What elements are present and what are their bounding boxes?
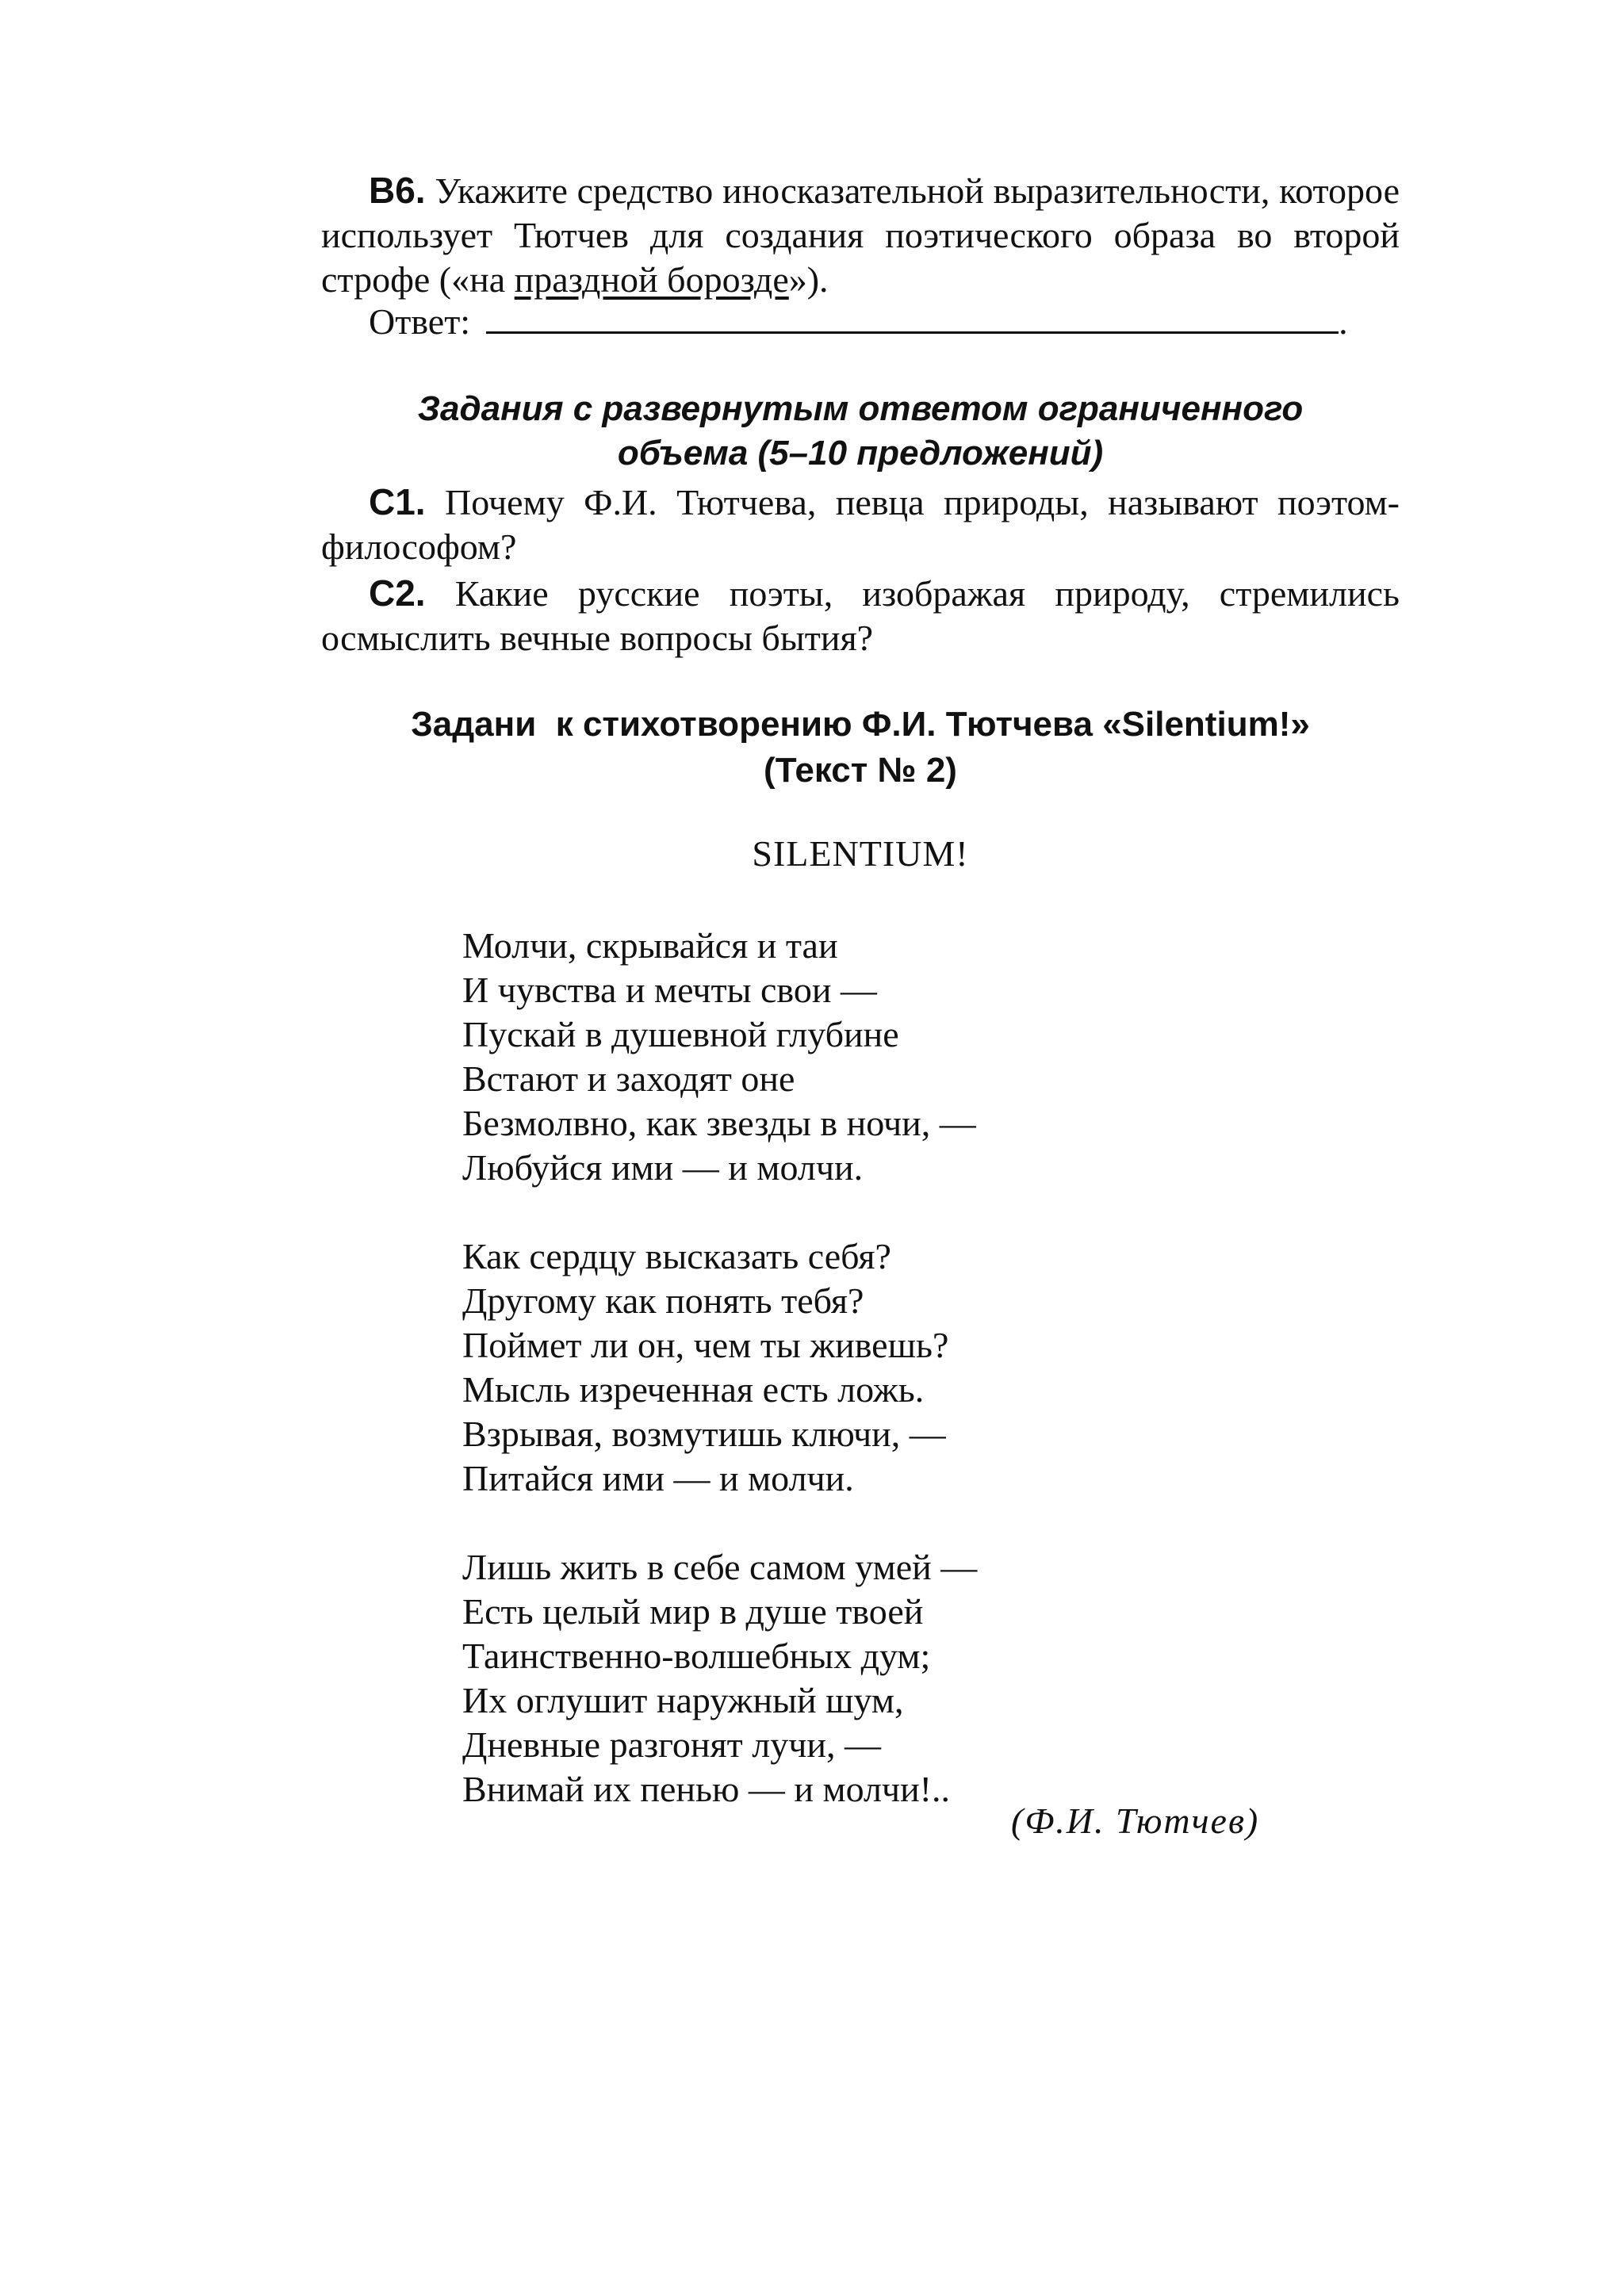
question-c2 [321, 571, 1400, 660]
question-c1 [321, 480, 1400, 569]
section-heading-extended-line2: объема (5–10 предложений) [617, 434, 1104, 473]
poem-line: Поймет ли он, чем ты живешь? [462, 1325, 949, 1365]
section-heading-extended-line1: Задания с развернутым ответом ограниченного [417, 389, 1304, 428]
poem-line: Внимай их пенью — и молчи!.. [462, 1769, 951, 1809]
poem-line: Мысль изреченная есть ложь. [462, 1369, 925, 1410]
poem-line: Молчи, скрывайся и таи [462, 925, 838, 966]
question-c1-text: Почему Ф.И. Тютчева, певца природы, называют поэтом-философом? [321, 482, 1400, 567]
question-c2-text: Какие русские поэты, изображая природу, стремились осмыслить вечные вопросы бытия? [321, 573, 1400, 658]
poem-stanza-1 [462, 924, 1335, 1190]
poem-body [462, 924, 1335, 1856]
poem-line: Дневные разгонят лучи, — [462, 1724, 881, 1765]
question-b6-label: В6. [369, 170, 426, 211]
poem-line: Таинственно-волшебных дум; [462, 1636, 931, 1676]
poem-line: Как сердцу высказать себя? [462, 1236, 891, 1276]
poem-stanza-2 [462, 1234, 1335, 1501]
section-heading-poem-line1: Задани к стихотворению Ф.И. Тютчева «Silentium!» [411, 705, 1310, 744]
poem-line: Встают и заходят оне [462, 1058, 795, 1099]
question-b6-text-part1: Укажите средство иносказательной выразительности, которое использует Тютчев для создания поэтического образа во второй строфе («на [321, 170, 1400, 300]
poem-stanza-3 [462, 1545, 1335, 1812]
question-b6-text [321, 168, 1400, 302]
poem-line: Другому как понять тебя? [462, 1280, 864, 1321]
section-heading-poem [321, 702, 1400, 794]
section-heading-poem-line2: (Текст № 2) [764, 751, 957, 790]
answer-blank-line[interactable] [486, 300, 1339, 334]
poem-line: Безмолвно, как звезды в ночи, — [462, 1103, 976, 1143]
answer-row [369, 300, 1415, 344]
question-c2-label: С2. [369, 572, 426, 614]
question-c1-label: С1. [369, 481, 426, 522]
answer-end-period: . [1339, 301, 1348, 342]
poem-line: Взрывая, возмутишь ключи, — [462, 1414, 946, 1454]
poem-author: (Ф.И. Тютчев) [1011, 1800, 1260, 1841]
poem-line: Пускай в душевной глубине [462, 1014, 899, 1054]
poem-line: И чувства и мечты свои — [462, 970, 877, 1010]
poem-line: Питайся ими — и молчи. [462, 1458, 854, 1498]
poem-title: SILENTIUM! [752, 833, 969, 874]
poem-line: Их оглушит наружный шум, [462, 1680, 904, 1720]
question-b6-text-part2: »). [788, 259, 829, 300]
question-b6 [321, 168, 1400, 302]
section-heading-extended [321, 387, 1400, 476]
answer-label: Ответ: [369, 301, 471, 342]
poem-line: Любуйся ими — и молчи. [462, 1147, 864, 1188]
poem-line: Есть целый мир в душе твоей [462, 1591, 924, 1632]
question-b6-underlined: праздной борозде [514, 259, 789, 300]
poem-line: Лишь жить в себе самом умей — [462, 1547, 978, 1587]
